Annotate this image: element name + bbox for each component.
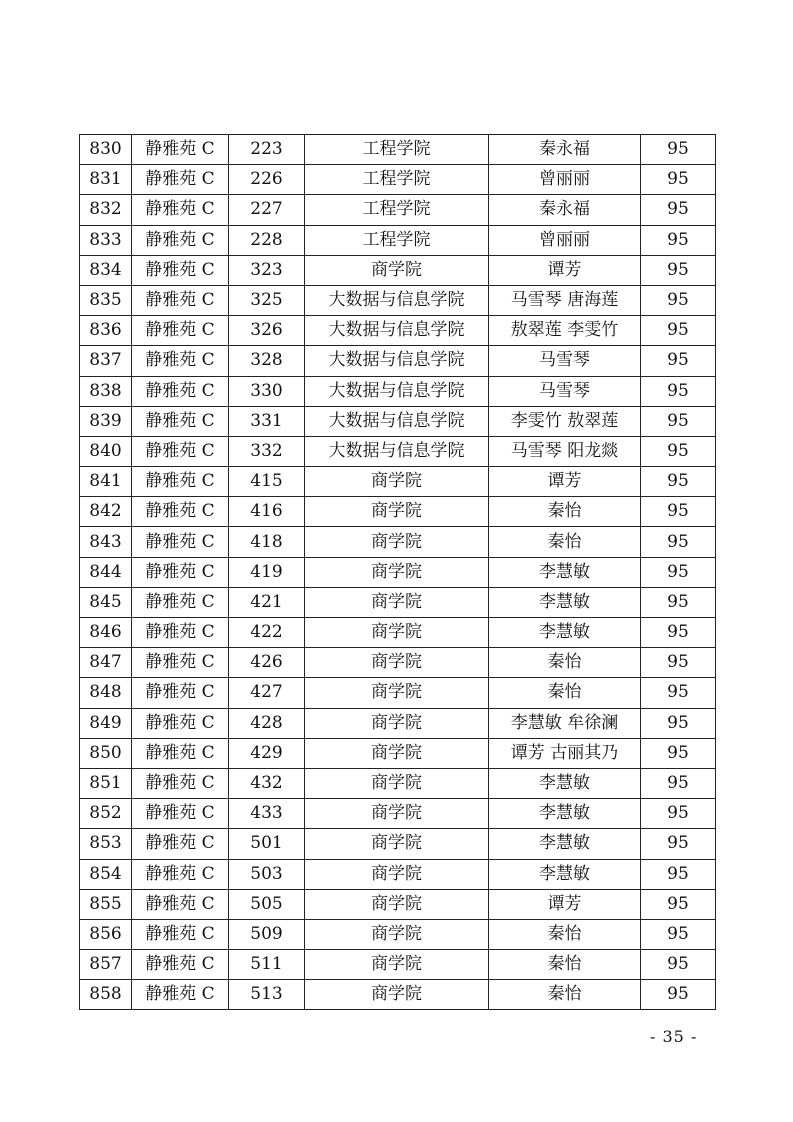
building-cell: 静雅苑 C	[132, 799, 229, 829]
building-cell: 静雅苑 C	[132, 738, 229, 768]
college-cell: 工程学院	[305, 165, 489, 195]
building-cell: 静雅苑 C	[132, 497, 229, 527]
table-row	[80, 527, 716, 557]
staff-cell: 秦永福	[489, 195, 641, 225]
building-cell: 静雅苑 C	[132, 255, 229, 285]
score-cell: 95	[641, 165, 716, 195]
college-cell: 商学院	[305, 859, 489, 889]
row-number-cell: 854	[80, 859, 132, 889]
row-number-cell: 841	[80, 467, 132, 497]
row-number-cell: 843	[80, 527, 132, 557]
building-cell: 静雅苑 C	[132, 195, 229, 225]
staff-cell: 李慧敏 牟徐澜	[489, 708, 641, 738]
score-cell: 95	[641, 618, 716, 648]
score-cell: 95	[641, 768, 716, 798]
score-cell: 95	[641, 436, 716, 466]
table-row	[80, 316, 716, 346]
building-cell: 静雅苑 C	[132, 225, 229, 255]
table-row	[80, 738, 716, 768]
row-number-cell: 855	[80, 889, 132, 919]
row-number-cell: 834	[80, 255, 132, 285]
score-cell: 95	[641, 376, 716, 406]
score-cell: 95	[641, 919, 716, 949]
score-cell: 95	[641, 195, 716, 225]
college-cell: 商学院	[305, 527, 489, 557]
college-cell: 大数据与信息学院	[305, 406, 489, 436]
row-number-cell: 846	[80, 618, 132, 648]
college-cell: 商学院	[305, 980, 489, 1010]
score-cell: 95	[641, 467, 716, 497]
score-cell: 95	[641, 889, 716, 919]
row-number-cell: 857	[80, 950, 132, 980]
row-number-cell: 833	[80, 225, 132, 255]
staff-cell: 谭芳	[489, 889, 641, 919]
staff-cell: 秦永福	[489, 135, 641, 165]
staff-cell: 李慧敏	[489, 557, 641, 587]
room-cell: 415	[229, 467, 305, 497]
building-cell: 静雅苑 C	[132, 527, 229, 557]
score-cell: 95	[641, 829, 716, 859]
staff-cell: 马雪琴	[489, 346, 641, 376]
building-cell: 静雅苑 C	[132, 768, 229, 798]
table-row	[80, 648, 716, 678]
table-row	[80, 950, 716, 980]
staff-cell: 秦怡	[489, 919, 641, 949]
room-cell: 505	[229, 889, 305, 919]
staff-cell: 秦怡	[489, 950, 641, 980]
college-cell: 商学院	[305, 919, 489, 949]
room-cell: 428	[229, 708, 305, 738]
college-cell: 商学院	[305, 618, 489, 648]
dormitory-table	[79, 134, 716, 1010]
row-number-cell: 856	[80, 919, 132, 949]
college-cell: 大数据与信息学院	[305, 316, 489, 346]
room-cell: 331	[229, 406, 305, 436]
college-cell: 商学院	[305, 768, 489, 798]
room-cell: 422	[229, 618, 305, 648]
row-number-cell: 849	[80, 708, 132, 738]
building-cell: 静雅苑 C	[132, 950, 229, 980]
building-cell: 静雅苑 C	[132, 135, 229, 165]
row-number-cell: 831	[80, 165, 132, 195]
room-cell: 326	[229, 316, 305, 346]
table-row	[80, 829, 716, 859]
row-number-cell: 853	[80, 829, 132, 859]
row-number-cell: 845	[80, 587, 132, 617]
row-number-cell: 836	[80, 316, 132, 346]
score-cell: 95	[641, 285, 716, 315]
table-row	[80, 406, 716, 436]
staff-cell: 秦怡	[489, 648, 641, 678]
score-cell: 95	[641, 678, 716, 708]
building-cell: 静雅苑 C	[132, 467, 229, 497]
row-number-cell: 838	[80, 376, 132, 406]
building-cell: 静雅苑 C	[132, 346, 229, 376]
college-cell: 商学院	[305, 799, 489, 829]
building-cell: 静雅苑 C	[132, 678, 229, 708]
building-cell: 静雅苑 C	[132, 859, 229, 889]
room-cell: 511	[229, 950, 305, 980]
staff-cell: 李慧敏	[489, 768, 641, 798]
staff-cell: 马雪琴 唐海莲	[489, 285, 641, 315]
table-row	[80, 557, 716, 587]
score-cell: 95	[641, 648, 716, 678]
table-row	[80, 376, 716, 406]
college-cell: 商学院	[305, 708, 489, 738]
table-row	[80, 225, 716, 255]
row-number-cell: 858	[80, 980, 132, 1010]
college-cell: 大数据与信息学院	[305, 346, 489, 376]
room-cell: 227	[229, 195, 305, 225]
staff-cell: 李慧敏	[489, 587, 641, 617]
row-number-cell: 830	[80, 135, 132, 165]
building-cell: 静雅苑 C	[132, 889, 229, 919]
table-row	[80, 919, 716, 949]
building-cell: 静雅苑 C	[132, 376, 229, 406]
table-row	[80, 436, 716, 466]
room-cell: 421	[229, 587, 305, 617]
building-cell: 静雅苑 C	[132, 919, 229, 949]
room-cell: 330	[229, 376, 305, 406]
room-cell: 226	[229, 165, 305, 195]
score-cell: 95	[641, 708, 716, 738]
building-cell: 静雅苑 C	[132, 648, 229, 678]
college-cell: 商学院	[305, 497, 489, 527]
staff-cell: 李慧敏	[489, 859, 641, 889]
room-cell: 325	[229, 285, 305, 315]
table-row	[80, 285, 716, 315]
staff-cell: 谭芳	[489, 467, 641, 497]
page-number: - 35 -	[650, 1027, 698, 1046]
staff-cell: 马雪琴 阳龙燚	[489, 436, 641, 466]
score-cell: 95	[641, 950, 716, 980]
row-number-cell: 832	[80, 195, 132, 225]
college-cell: 商学院	[305, 587, 489, 617]
building-cell: 静雅苑 C	[132, 285, 229, 315]
building-cell: 静雅苑 C	[132, 980, 229, 1010]
row-number-cell: 852	[80, 799, 132, 829]
staff-cell: 谭芳 古丽其乃	[489, 738, 641, 768]
score-cell: 95	[641, 587, 716, 617]
room-cell: 426	[229, 648, 305, 678]
college-cell: 商学院	[305, 889, 489, 919]
table-body	[80, 135, 716, 1010]
table-row	[80, 618, 716, 648]
college-cell: 商学院	[305, 678, 489, 708]
building-cell: 静雅苑 C	[132, 708, 229, 738]
row-number-cell: 847	[80, 648, 132, 678]
room-cell: 418	[229, 527, 305, 557]
staff-cell: 敖翠莲 李雯竹	[489, 316, 641, 346]
college-cell: 商学院	[305, 950, 489, 980]
score-cell: 95	[641, 980, 716, 1010]
score-cell: 95	[641, 497, 716, 527]
room-cell: 323	[229, 255, 305, 285]
row-number-cell: 848	[80, 678, 132, 708]
room-cell: 328	[229, 346, 305, 376]
college-cell: 大数据与信息学院	[305, 436, 489, 466]
room-cell: 419	[229, 557, 305, 587]
staff-cell: 曾丽丽	[489, 225, 641, 255]
room-cell: 427	[229, 678, 305, 708]
college-cell: 工程学院	[305, 195, 489, 225]
college-cell: 商学院	[305, 255, 489, 285]
room-cell: 509	[229, 919, 305, 949]
score-cell: 95	[641, 738, 716, 768]
college-cell: 商学院	[305, 557, 489, 587]
score-cell: 95	[641, 557, 716, 587]
building-cell: 静雅苑 C	[132, 557, 229, 587]
score-cell: 95	[641, 346, 716, 376]
room-cell: 223	[229, 135, 305, 165]
building-cell: 静雅苑 C	[132, 436, 229, 466]
table-row	[80, 799, 716, 829]
table-row	[80, 708, 716, 738]
row-number-cell: 835	[80, 285, 132, 315]
building-cell: 静雅苑 C	[132, 618, 229, 648]
room-cell: 501	[229, 829, 305, 859]
room-cell: 433	[229, 799, 305, 829]
college-cell: 工程学院	[305, 225, 489, 255]
college-cell: 商学院	[305, 467, 489, 497]
staff-cell: 秦怡	[489, 980, 641, 1010]
score-cell: 95	[641, 859, 716, 889]
row-number-cell: 842	[80, 497, 132, 527]
score-cell: 95	[641, 135, 716, 165]
college-cell: 商学院	[305, 829, 489, 859]
room-cell: 513	[229, 980, 305, 1010]
college-cell: 工程学院	[305, 135, 489, 165]
college-cell: 商学院	[305, 648, 489, 678]
row-number-cell: 837	[80, 346, 132, 376]
college-cell: 大数据与信息学院	[305, 285, 489, 315]
table-row	[80, 346, 716, 376]
table-row	[80, 889, 716, 919]
row-number-cell: 844	[80, 557, 132, 587]
table-row	[80, 980, 716, 1010]
building-cell: 静雅苑 C	[132, 587, 229, 617]
table-row	[80, 255, 716, 285]
college-cell: 大数据与信息学院	[305, 376, 489, 406]
score-cell: 95	[641, 799, 716, 829]
row-number-cell: 850	[80, 738, 132, 768]
staff-cell: 李慧敏	[489, 618, 641, 648]
building-cell: 静雅苑 C	[132, 406, 229, 436]
row-number-cell: 839	[80, 406, 132, 436]
staff-cell: 李雯竹 敖翠莲	[489, 406, 641, 436]
table-row	[80, 467, 716, 497]
table-row	[80, 165, 716, 195]
score-cell: 95	[641, 406, 716, 436]
table-row	[80, 678, 716, 708]
staff-cell: 李慧敏	[489, 799, 641, 829]
staff-cell: 曾丽丽	[489, 165, 641, 195]
table-row	[80, 768, 716, 798]
room-cell: 332	[229, 436, 305, 466]
table-row	[80, 497, 716, 527]
building-cell: 静雅苑 C	[132, 165, 229, 195]
table-row	[80, 135, 716, 165]
staff-cell: 谭芳	[489, 255, 641, 285]
staff-cell: 秦怡	[489, 678, 641, 708]
building-cell: 静雅苑 C	[132, 829, 229, 859]
room-cell: 432	[229, 768, 305, 798]
table-row	[80, 195, 716, 225]
college-cell: 商学院	[305, 738, 489, 768]
score-cell: 95	[641, 225, 716, 255]
room-cell: 429	[229, 738, 305, 768]
table-row	[80, 587, 716, 617]
building-cell: 静雅苑 C	[132, 316, 229, 346]
score-cell: 95	[641, 316, 716, 346]
staff-cell: 秦怡	[489, 497, 641, 527]
staff-cell: 马雪琴	[489, 376, 641, 406]
staff-cell: 秦怡	[489, 527, 641, 557]
row-number-cell: 851	[80, 768, 132, 798]
score-cell: 95	[641, 255, 716, 285]
score-cell: 95	[641, 527, 716, 557]
room-cell: 228	[229, 225, 305, 255]
staff-cell: 李慧敏	[489, 829, 641, 859]
room-cell: 503	[229, 859, 305, 889]
table-row	[80, 859, 716, 889]
room-cell: 416	[229, 497, 305, 527]
row-number-cell: 840	[80, 436, 132, 466]
